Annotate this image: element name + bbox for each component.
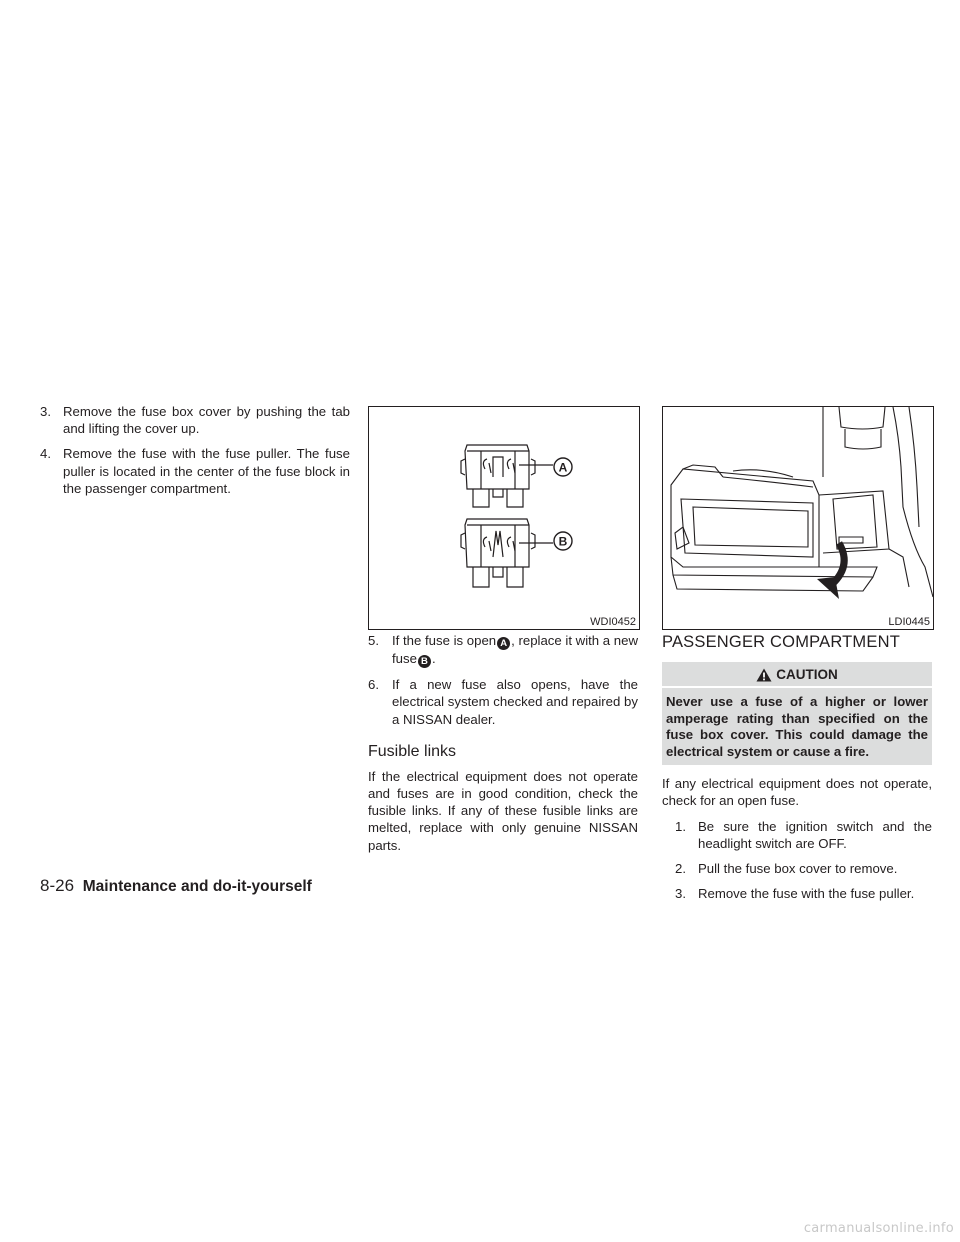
section-title: Maintenance and do-it-yourself bbox=[82, 878, 312, 895]
page-footer bbox=[40, 876, 312, 897]
step-text-pre: If the fuse is open bbox=[392, 633, 497, 648]
figure-code: LDI0445 bbox=[888, 616, 930, 628]
callout-a-icon: A bbox=[497, 637, 510, 650]
step-number: 1. bbox=[675, 818, 686, 834]
step-5-check-fuse bbox=[368, 632, 638, 668]
figure-code: WDI0452 bbox=[590, 616, 636, 628]
step-number: 5. bbox=[368, 633, 379, 648]
step-number: 3. bbox=[675, 886, 686, 902]
caution-title: CAUTION bbox=[776, 667, 838, 682]
step-text: If a new fuse also opens, have the electrical system checked and repaired by a NISSAN dealer. bbox=[392, 677, 638, 727]
middle-column bbox=[368, 632, 638, 862]
label-b: B bbox=[558, 534, 568, 549]
step-number: 6. bbox=[368, 677, 379, 693]
left-column bbox=[40, 403, 350, 505]
page-number: 8-26 bbox=[40, 876, 75, 895]
right-column bbox=[662, 632, 932, 910]
step-number: 4. bbox=[40, 446, 51, 462]
passenger-compartment-heading: PASSENGER COMPARTMENT bbox=[662, 633, 900, 651]
fuse-illustration bbox=[368, 406, 640, 630]
callout-b-icon: B bbox=[418, 655, 431, 668]
step-6-dealer bbox=[368, 676, 638, 728]
step-number: 2. bbox=[675, 861, 686, 877]
step-2-pull-cover bbox=[662, 860, 932, 877]
step-3-remove-cover bbox=[40, 403, 350, 437]
watermark: carmanualsonline.info bbox=[803, 1221, 954, 1236]
caution-text: Never use a fuse of a higher or lower amperage rating than specified on the fuse box cover. This could damage the electrical system or cause a fire. bbox=[662, 686, 932, 765]
caution-header bbox=[662, 662, 932, 686]
fusible-links-paragraph: If the electrical equipment does not operate and fuses are in good condition, check the fusible links. If any of these fusible links are melted, replace with only genuine NISSAN parts. bbox=[368, 768, 638, 853]
caution-box bbox=[662, 662, 932, 765]
step-3-remove-fuse bbox=[662, 885, 932, 902]
step-text: Remove the fuse box cover by pushing the tab and lifting the cover up. bbox=[63, 404, 350, 437]
step-text-mid: , replace it with a new fuse bbox=[392, 633, 638, 667]
step-text: Be sure the ignition switch and the headlight switch are OFF. bbox=[698, 818, 932, 851]
step-1-switches-off bbox=[662, 818, 932, 852]
step-text: Remove the fuse with the fuse puller. bbox=[698, 886, 915, 902]
step-4-remove-fuse bbox=[40, 445, 350, 497]
step-text-post: . bbox=[431, 651, 436, 667]
step-text: Remove the fuse with the fuse puller. The fuse puller is located in the center of the fuse block in the passenger compartment. bbox=[63, 446, 350, 496]
fuse-box-drawing bbox=[663, 407, 933, 629]
step-text: Pull the fuse box cover to remove. bbox=[698, 861, 898, 877]
warning-triangle-icon bbox=[756, 668, 772, 682]
fusible-links-heading: Fusible links bbox=[368, 742, 457, 760]
intro-paragraph: If any electrical equipment does not operate, check for an open fuse. bbox=[662, 776, 932, 809]
step-number: 3. bbox=[40, 404, 51, 419]
label-a: A bbox=[558, 460, 568, 475]
passenger-fuse-box-illustration bbox=[662, 406, 934, 630]
fuse-drawing bbox=[369, 407, 639, 629]
